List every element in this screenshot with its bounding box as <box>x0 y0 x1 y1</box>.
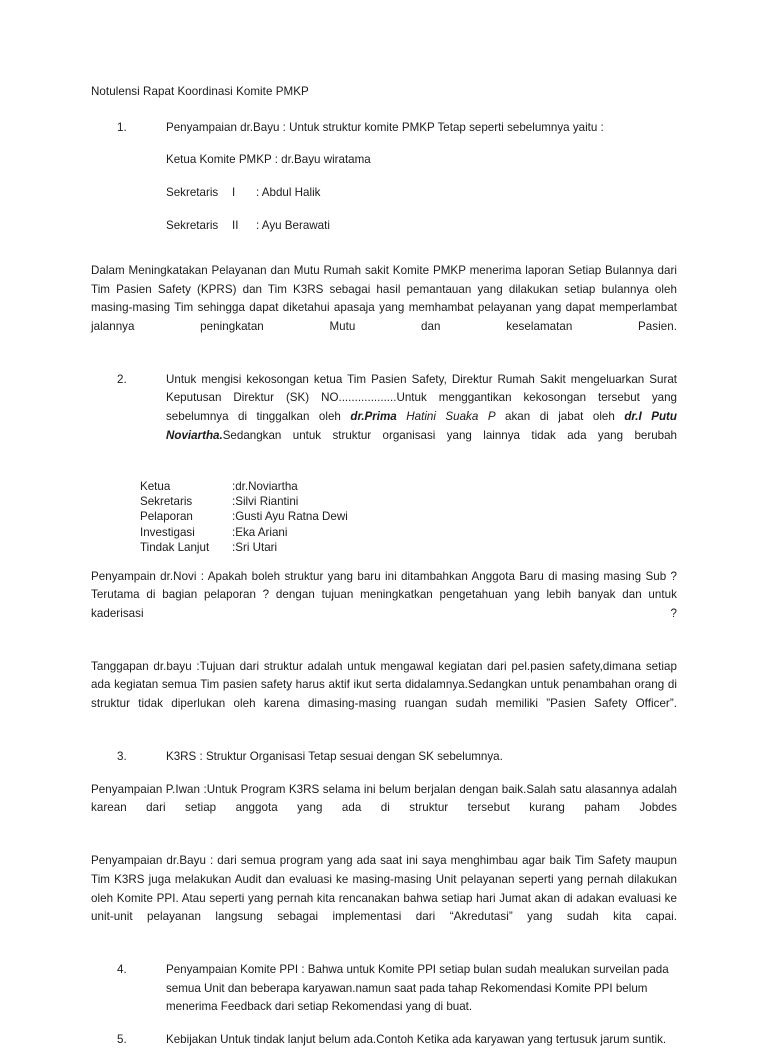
list-marker-3: 3. <box>117 749 127 763</box>
sekretaris-1-roman: I <box>232 186 236 200</box>
sekretaris-1-value: : Abdul Halik <box>256 186 321 200</box>
struktur-row <box>140 494 677 509</box>
spacer <box>91 556 677 568</box>
ketua-komite-value: : dr.Bayu wiratama <box>274 153 371 167</box>
list-item-5-text: Kebijakan Untuk tindak lanjut belum ada.Contoh Ketika ada karyawan yang tertusuk jarum suntik. <box>166 1033 667 1047</box>
list-item-1 <box>117 119 677 138</box>
struktur-row <box>140 479 677 494</box>
struktur-key-investigasi: Investigasi <box>140 525 195 539</box>
item2-name-prima: dr.Prima <box>350 410 397 424</box>
list-item-4-text: Penyampaian Komite PPI : Bahwa untuk Komite PPI setiap bulan sudah mealukan surveilan pada semua Unit dan beberapa karyawan.namun saat pada tahap Rekomendasi Komite PPI belum menerima Feedback dari setiap Rekomendasi yang di buat. <box>166 962 669 1014</box>
item2-gap <box>397 410 407 423</box>
document-body <box>91 86 677 1050</box>
sekretaris-2-value: : Ayu Berawati <box>256 218 330 232</box>
struktur-value-ketua: :dr.Noviartha <box>232 479 298 493</box>
sekretaris-2-roman: II <box>232 218 239 232</box>
struktur-value-tindak-lanjut: :Sri Utari <box>232 541 278 555</box>
struktur-value-investigasi: :Eka Ariani <box>232 525 288 539</box>
paragraph-tanggapan-bayu: Tanggapan dr.bayu :Tujuan dari struktur adalah untuk mengawal kegiatan dari pel.pasien safety,dimana setiap ada kegiatan semua Tim pasien safety harus aktif ikut serta didalamnya.Sedangkan untuk penambahan orang di struktur tidak diperlukan oleh karena dimasing-masing ruangan sudah memiliki ”Pasien Safety Officer”. <box>91 659 677 711</box>
list-marker-1: 1. <box>117 120 127 134</box>
struktur-value-sekretaris: :Silvi Riantini <box>232 494 299 508</box>
ketua-komite-line <box>166 151 677 170</box>
sekretaris-1-line <box>166 184 677 203</box>
paragraph-penyampain-novi: Penyampain dr.Novi : Apakah boleh struktur yang baru ini ditambahkan Anggota Baru di masing masing Sub ?Terutama di bagian pelaporan ? dengan tujuan meningkatkan pengetahuan yang lebih banyak dan untuk kaderisasi ? <box>91 569 677 621</box>
page-title: Notulensi Rapat Koordinasi Komite PMKP <box>91 85 309 98</box>
sekretaris-2-label: Sekretaris <box>166 218 219 232</box>
paragraph-dalam-meningkatakan: Dalam Meningkatakan Pelayanan dan Mutu Rumah sakit Komite PMKP menerima laporan Setiap Bulannya dari Tim Pasien Safety (KPRS) dan Tim K3RS sebagai hasil pemantauan yang dilakukan setiap bulannya oleh masing-masing Tim sehingga dapat diketahui apasaja yang memhambat pelayanan yang dapat memperlambat jalannya peningkatan Mutu dan keselamatan Pasien. <box>91 263 677 334</box>
item2-name-noviartha: dr.I Putu Noviartha. <box>166 410 677 442</box>
list-item-4 <box>117 961 677 1017</box>
struktur-organisasi-list <box>140 479 677 556</box>
item2-part3: akan di jabat oleh <box>495 410 625 424</box>
paragraph-penyampaian-iwan: Penyampaian P.Iwan :Untuk Program K3RS selama ini belum berjalan dengan baik.Salah satu alasannya adalah karean dari setiap anggota yang ada di struktur tersebut kurang paham Jobdes <box>91 782 677 815</box>
list-item-1-text: Penyampaian dr.Bayu : Untuk struktur komite PMKP Tetap seperti sebelumnya yaitu : <box>166 120 604 134</box>
struktur-value-pelaporan: :Gusti Ayu Ratna Dewi <box>232 510 348 524</box>
struktur-row <box>140 509 677 524</box>
struktur-key-sekretaris: Sekretaris <box>140 494 193 508</box>
sekretaris-2-line <box>166 217 677 236</box>
struktur-key-ketua: Ketua <box>140 479 171 493</box>
struktur-key-tindak-lanjut: Tindak Lanjut <box>140 541 210 555</box>
item2-part4: Sedangkan untuk struktur organisasi yang lainnya tidak ada yang berubah <box>222 428 677 442</box>
list-item-3-text: K3RS : Struktur Organisasi Tetap sesuai dengan SK sebelumnya. <box>166 749 503 763</box>
paragraph-penyampaian-bayu-2: Penyampaian dr.Bayu : dari semua program yang ada saat ini saya menghimbau agar baik Tim Safety maupun Tim K3RS juga melakukan Audit dan evaluasi ke masing-masing Unit pelayanan seperti yang pernah dilakukan oleh Komite PPI. Atau seperti yang pernah kita rencanakan bahwa setiap hari Jumat akan di adakan evaluasi ke unit-unit pelayanan langsung sebagai implementasi dari “Akredutasi” yang sudah kita capai. <box>91 853 677 924</box>
spacer <box>91 250 677 262</box>
list-marker-4: 4. <box>117 962 127 976</box>
ketua-komite-label: Ketua Komite PMKP <box>166 153 272 167</box>
struktur-key-pelaporan: Pelaporan <box>140 510 193 524</box>
list-marker-2: 2. <box>117 372 127 386</box>
sekretaris-1-label: Sekretaris <box>166 186 219 200</box>
list-item-3 <box>117 748 677 767</box>
list-item-2 <box>117 371 677 465</box>
struktur-row <box>140 525 677 540</box>
list-item-2-text <box>166 371 677 465</box>
item2-part1: Untuk mengisi kekosongan ketua Tim Pasien Safety, Direktur Rumah Sakit mengeluarkan Surat Keputusan Direktur (SK) NO..................Untuk menggantikan kekosongan tersebut yang sebelumnya di tinggalkan oleh <box>166 372 677 424</box>
item2-name-hatini: Hatini Suaka P <box>406 410 496 424</box>
list-item-5 <box>117 1031 677 1050</box>
struktur-row <box>140 540 677 555</box>
list-marker-5: 5. <box>117 1033 127 1047</box>
